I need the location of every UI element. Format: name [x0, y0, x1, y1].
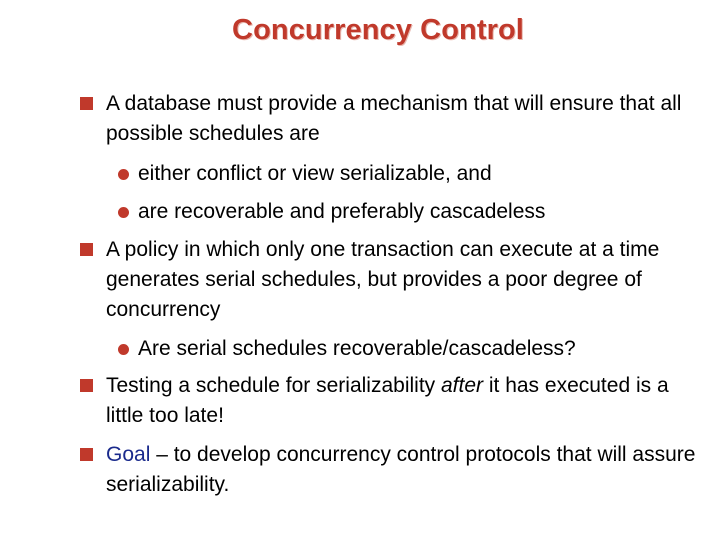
round-bullet-icon	[118, 169, 129, 180]
bullet-text-3-emphasis: after	[441, 374, 484, 397]
bullet-text-1: A database must provide a mechanism that will ensure that all possible schedules are	[106, 92, 682, 145]
sub-bullet-text-2-1: Are serial schedules recoverable/cascadeless?	[138, 337, 576, 360]
bullet-text-3-post: it has executed is a little too late!	[106, 374, 669, 427]
square-bullet-icon	[80, 97, 93, 110]
square-bullet-icon	[80, 448, 93, 461]
bullet-text-2: A policy in which only one transaction can execute at a time generates serial schedules, but provides a poor degree of concurrency	[106, 238, 660, 321]
bullet-text-4: – to develop concurrency control protocols that will assure serializability.	[106, 443, 696, 496]
bullet-text-3-pre: Testing a schedule for serializability	[106, 374, 441, 397]
sub-bullet-item-1-2	[138, 197, 708, 227]
sub-bullet-text-1-1: either conflict or view serializable, and	[138, 162, 492, 185]
bullet-item-3	[106, 371, 706, 431]
square-bullet-icon	[80, 379, 93, 392]
goal-label: Goal	[106, 443, 151, 466]
slide-title: Concurrency Control	[232, 14, 524, 46]
bullet-item-2	[106, 235, 696, 325]
square-bullet-icon	[80, 243, 93, 256]
bullet-item-1	[106, 89, 706, 149]
round-bullet-icon	[118, 207, 129, 218]
bullet-item-4	[106, 440, 706, 500]
sub-bullet-item-2-1	[138, 334, 708, 364]
round-bullet-icon	[118, 344, 129, 355]
sub-bullet-item-1-1	[138, 159, 708, 189]
sub-bullet-text-1-2: are recoverable and preferably cascadeless	[138, 200, 546, 223]
